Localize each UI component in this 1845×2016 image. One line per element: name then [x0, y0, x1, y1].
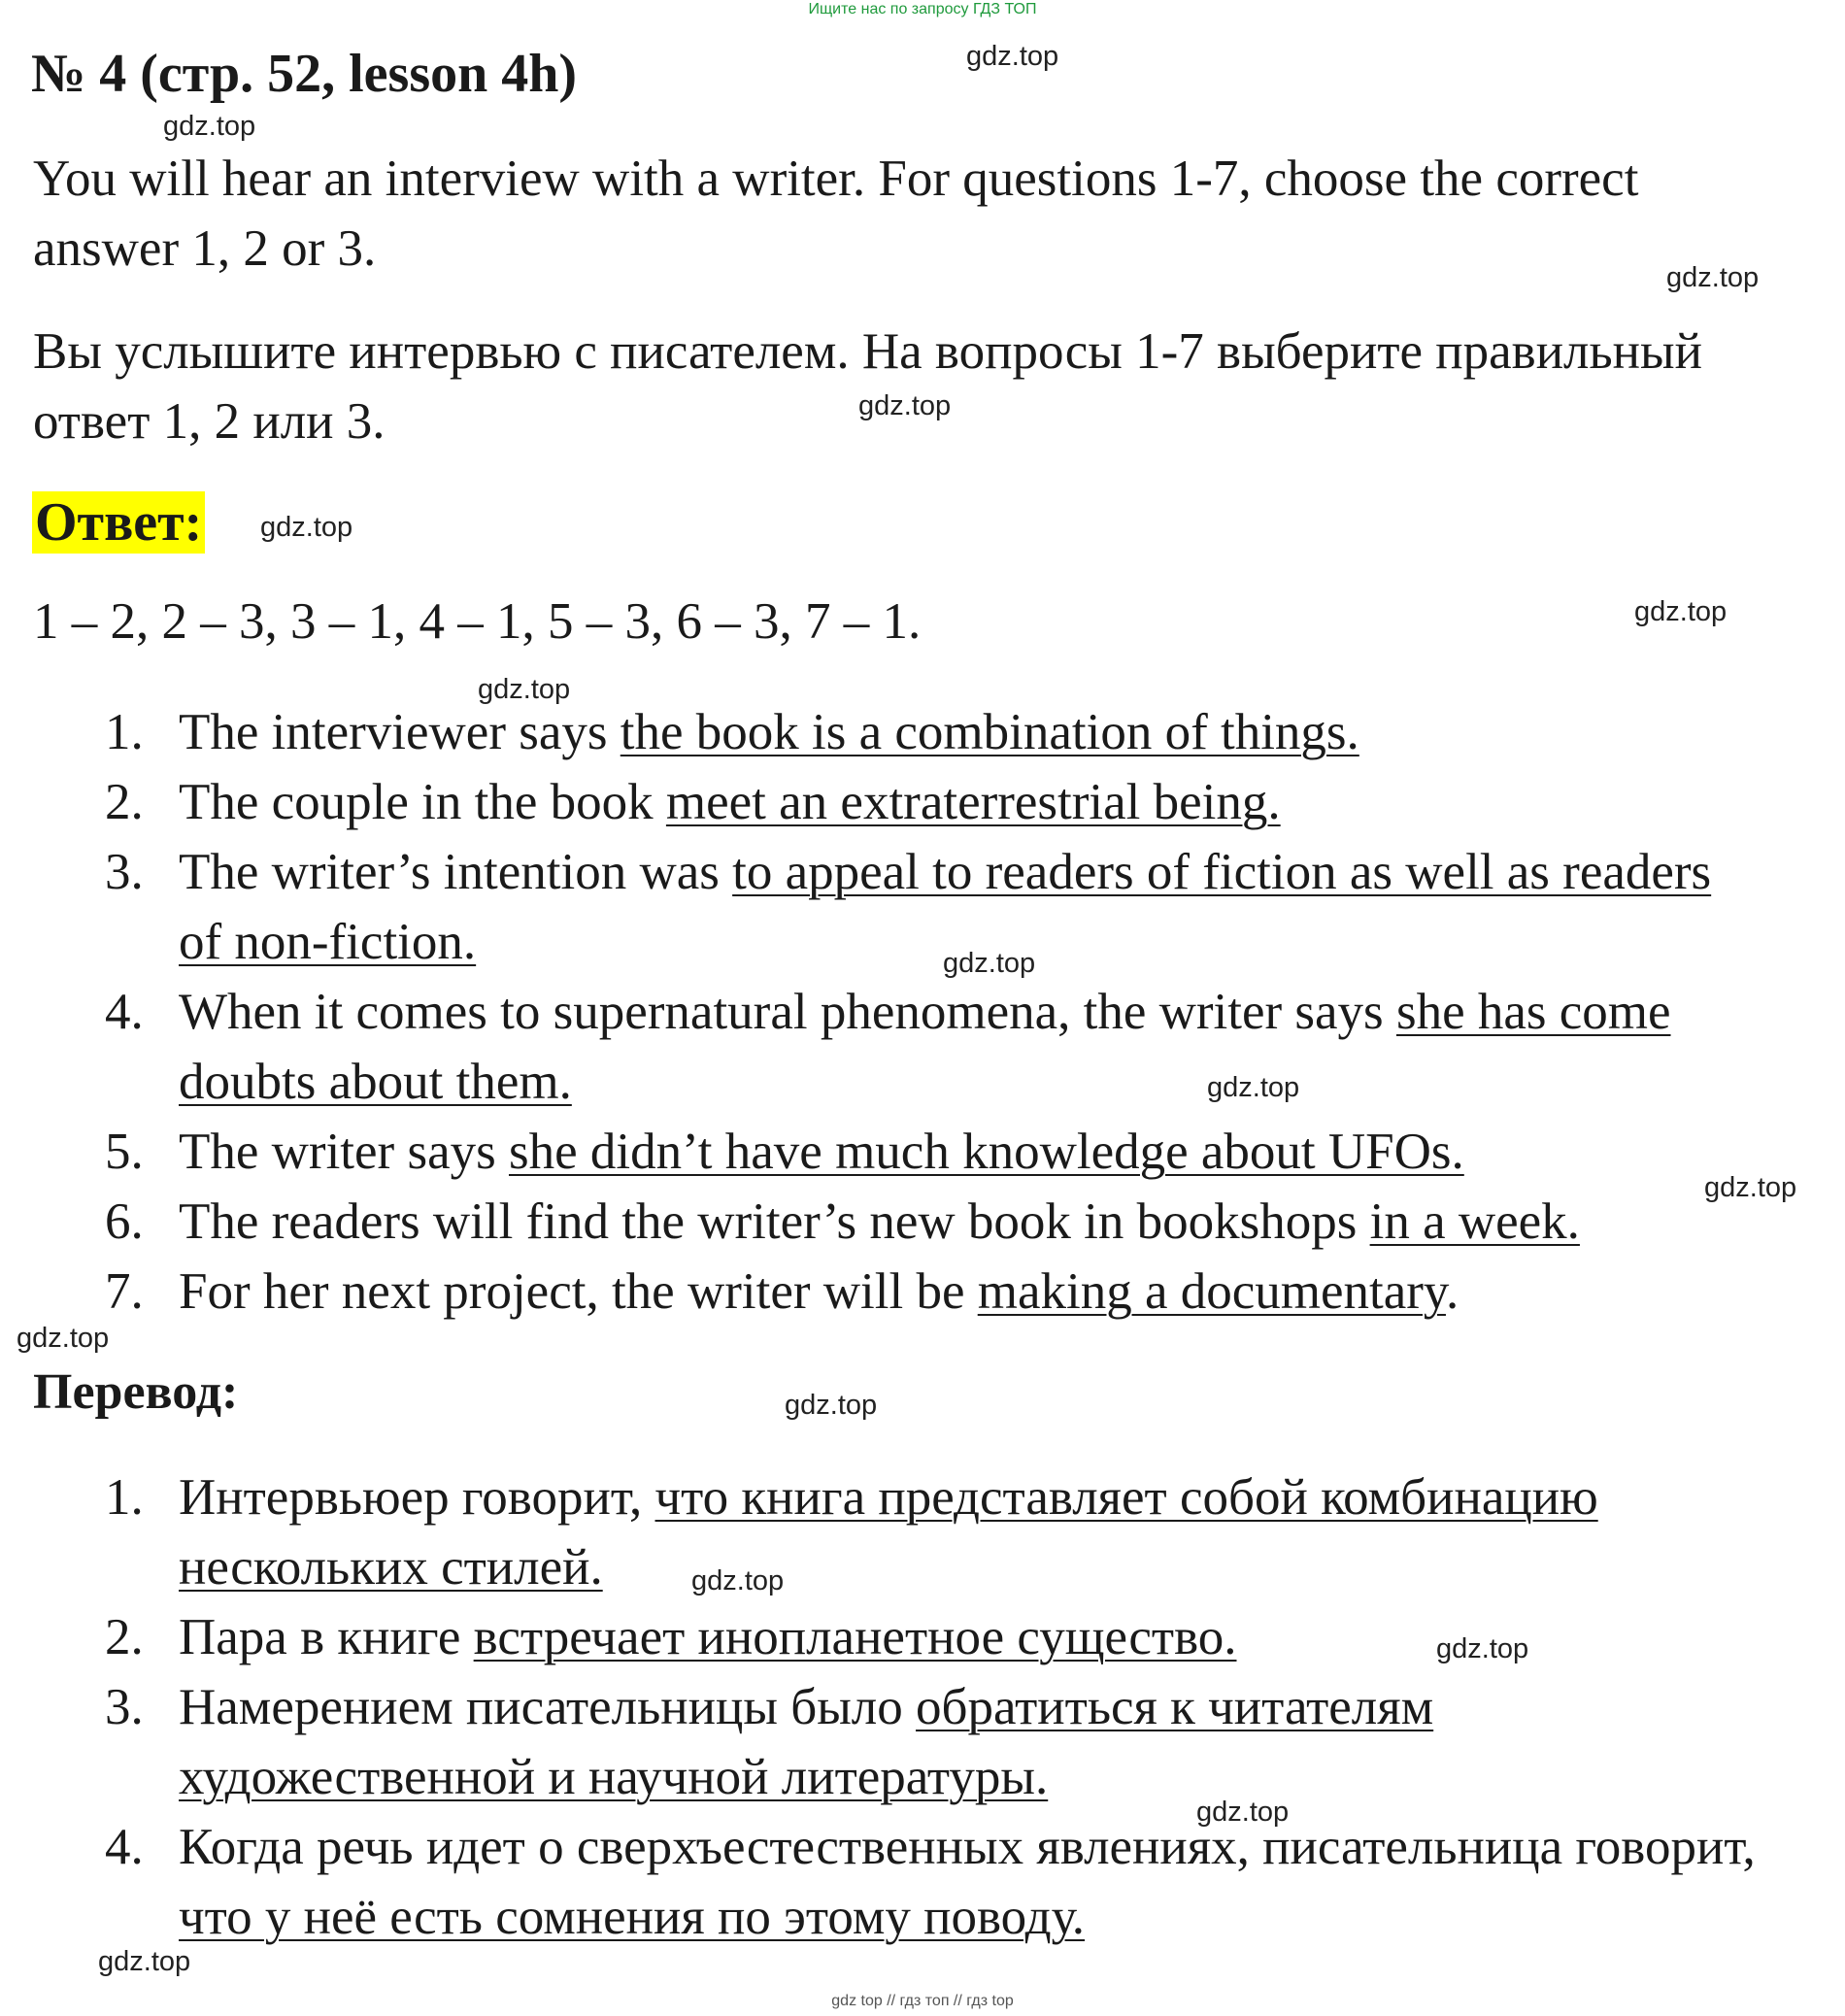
- watermark: gdz.top: [260, 512, 353, 543]
- list-item: [105, 1257, 1756, 1327]
- item-text: The interviewer says: [179, 704, 621, 760]
- list-item: [105, 1187, 1756, 1257]
- list-item: [105, 1812, 1775, 1952]
- item-text: For her next project, the writer will be: [179, 1263, 978, 1320]
- item-text: Интервьюер говорит,: [179, 1469, 655, 1526]
- item-underlined-text: she didn’t have much knowledge about UFOs.: [508, 1124, 1464, 1180]
- watermark: gdz.top: [163, 111, 256, 142]
- item-number: 6.: [105, 1193, 144, 1250]
- bottom-banner: gdz top // гдз топ // гдз top: [831, 1993, 1014, 2009]
- item-underlined-text: she has come doubts about them.: [179, 984, 1671, 1110]
- translation-heading: Перевод:: [33, 1364, 239, 1420]
- list-item: [105, 1672, 1775, 1812]
- item-text: Когда речь идет о сверхъестественных явлениях, писательница говорит,: [179, 1819, 1756, 1875]
- item-underlined-text: in a week.: [1369, 1193, 1580, 1250]
- list-item: [105, 1117, 1756, 1187]
- watermark: gdz.top: [785, 1390, 878, 1421]
- list-item: [105, 697, 1756, 767]
- item-text: The couple in the book: [179, 774, 666, 830]
- watermark: gdz.top: [966, 41, 1059, 72]
- watermark: gdz.top: [1436, 1633, 1529, 1664]
- english-answer-list: [105, 697, 1756, 1327]
- list-item: [105, 767, 1756, 837]
- watermark: gdz.top: [478, 674, 571, 705]
- item-underlined-text: обратиться к читателям художественной и научной литературы.: [179, 1679, 1434, 1805]
- item-text: When it comes to supernatural phenomena, the writer says: [179, 984, 1396, 1040]
- item-underlined-text: что у неё есть сомнения по этому поводу.: [179, 1889, 1086, 1945]
- watermark: gdz.top: [1196, 1797, 1290, 1828]
- item-underlined-text: что книга представляет собой комбинацию нескольких стилей.: [179, 1469, 1598, 1596]
- watermark: gdz.top: [1704, 1172, 1797, 1203]
- answers-line: 1 – 2, 2 – 3, 3 – 1, 4 – 1, 5 – 3, 6 – 3, 7 – 1.: [33, 593, 922, 650]
- item-number: 5.: [105, 1124, 144, 1180]
- page-title: № 4 (стр. 52, lesson 4h): [31, 44, 578, 104]
- watermark: gdz.top: [98, 1946, 191, 1977]
- item-text: The readers will find the writer’s new book in bookshops: [179, 1193, 1370, 1250]
- list-item: [105, 977, 1756, 1117]
- item-number: 4.: [105, 1819, 144, 1875]
- watermark: gdz.top: [691, 1565, 785, 1596]
- item-tail: .: [1445, 1263, 1459, 1320]
- item-underlined-text: the book is a combination of things.: [620, 704, 1359, 760]
- list-item: [105, 837, 1756, 977]
- top-banner: Ищите нас по запросу ГДЗ ТОП: [808, 1, 1037, 17]
- item-underlined-text: встречает инопланетное существо.: [473, 1609, 1237, 1665]
- item-number: 2.: [105, 774, 144, 830]
- item-underlined-text: to appeal to readers of fiction as well as readers of non-fiction.: [179, 844, 1712, 970]
- watermark: gdz.top: [1634, 596, 1728, 627]
- item-text: The writer says: [179, 1124, 509, 1180]
- russian-translation-list: [105, 1462, 1775, 1952]
- instructions-russian: Вы услышите интервью с писателем. На вопросы 1-7 выберите правильный ответ 1, 2 или 3.: [33, 323, 1703, 450]
- watermark: gdz.top: [943, 948, 1036, 979]
- item-number: 3.: [105, 1679, 144, 1735]
- item-text: The writer’s intention was: [179, 844, 733, 900]
- item-number: 1.: [105, 1469, 144, 1526]
- answer-label: Ответ:: [32, 491, 205, 554]
- item-number: 4.: [105, 984, 144, 1040]
- watermark: gdz.top: [1666, 262, 1760, 293]
- watermark: gdz.top: [858, 390, 952, 421]
- item-text: Намерением писательницы было: [179, 1679, 917, 1735]
- item-text: Пара в книге: [179, 1609, 474, 1665]
- item-number: 7.: [105, 1263, 144, 1320]
- item-number: 3.: [105, 844, 144, 900]
- instructions-english: You will hear an interview with a writer. For questions 1-7, choose the correct answer 1, 2 or 3.: [33, 151, 1639, 277]
- item-number: 1.: [105, 704, 144, 760]
- list-item: [105, 1462, 1775, 1602]
- item-underlined-text: making a documentary: [977, 1263, 1446, 1320]
- watermark: gdz.top: [1207, 1072, 1300, 1103]
- item-number: 2.: [105, 1609, 144, 1665]
- item-underlined-text: meet an extraterrestrial being.: [665, 774, 1281, 830]
- watermark: gdz.top: [17, 1323, 110, 1354]
